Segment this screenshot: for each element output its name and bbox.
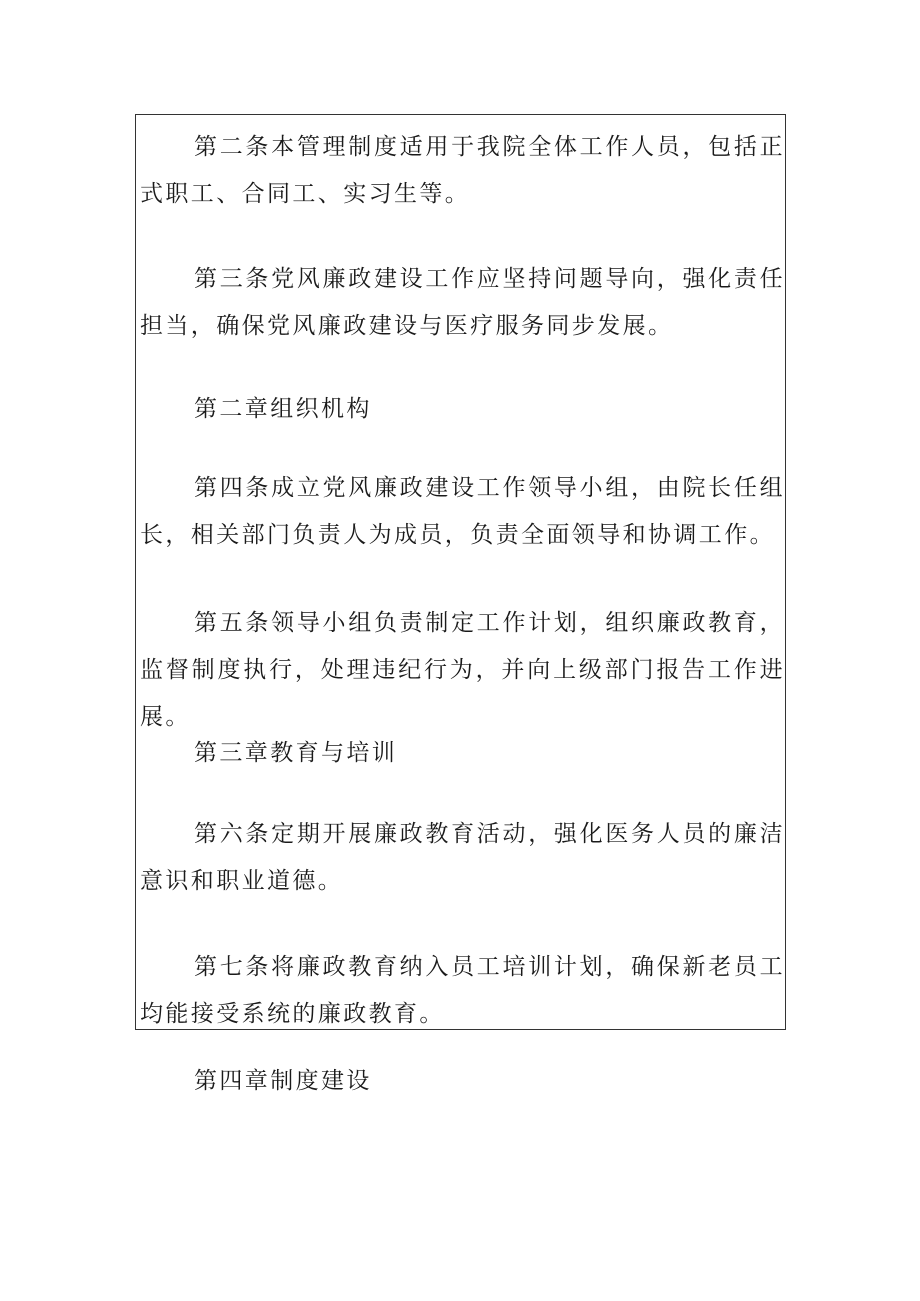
chapter-2-heading: 第二章组织机构 <box>194 396 372 422</box>
article-4-paragraph: 第四条成立党风廉政建设工作领导小组，由院长任组长，相关部门负责人为成员，负责全面领导和协调工作。 <box>140 475 785 548</box>
article-3-paragraph: 第三条党风廉政建设工作应坚持问题导向，强化责任担当，确保党风廉政建设与医疗服务同步发展。 <box>140 266 785 339</box>
article-7-paragraph: 第七条将廉政教育纳入员工培训计划，确保新老员工均能接受系统的廉政教育。 <box>140 954 785 1027</box>
article-5-paragraph: 第五条领导小组负责制定工作计划，组织廉政教育，监督制度执行，处理违纪行为，并向上级部门报告工作进展。 <box>140 610 785 730</box>
article-6-paragraph: 第六条定期开展廉政教育活动，强化医务人员的廉洁意识和职业道德。 <box>140 821 785 894</box>
article-2-paragraph: 第二条本管理制度适用于我院全体工作人员，包括正式职工、合同工、实习生等。 <box>140 134 785 207</box>
chapter-3-heading: 第三章教育与培训 <box>194 740 398 766</box>
chapter-4-heading: 第四章制度建设 <box>194 1068 372 1094</box>
